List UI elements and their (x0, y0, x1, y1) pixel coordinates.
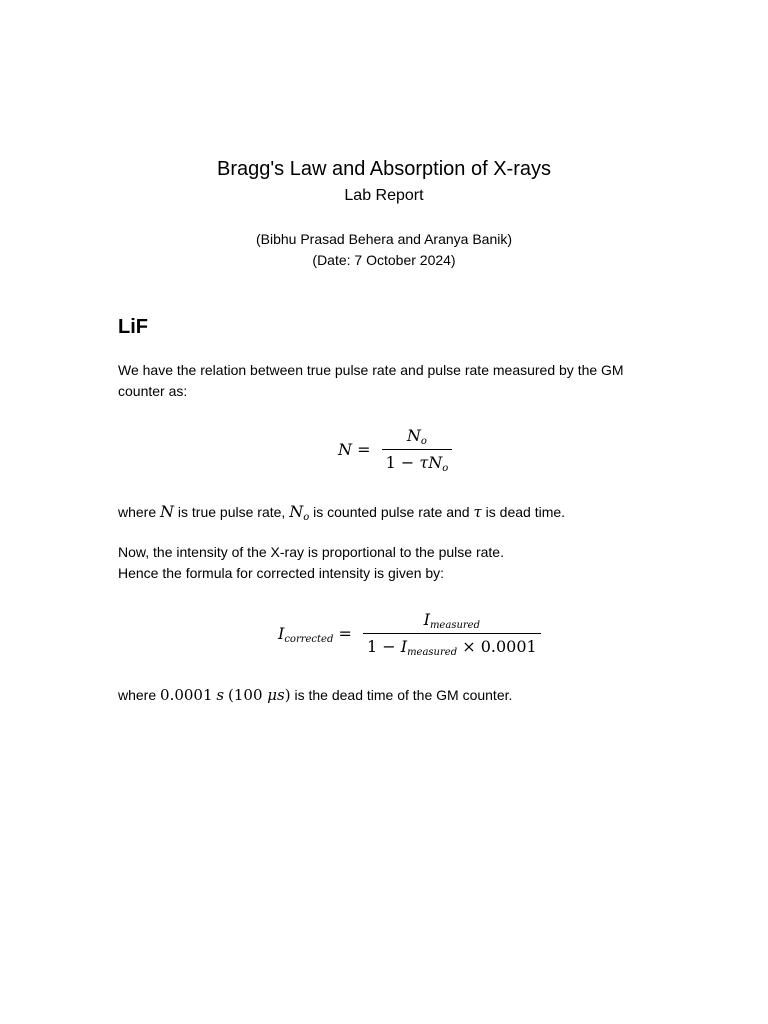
report-subtitle: Lab Report (344, 187, 424, 204)
eq2-lhs: I (278, 624, 285, 643)
equation-dead-time (338, 426, 452, 473)
eq2-equals: = (338, 624, 352, 643)
report-title: Bragg's Law and Absorption of X-rays (216, 158, 551, 180)
dead-time-statement: where 0.0001 s (100 μs) is the dead time of the GM counter. (118, 686, 513, 704)
eq1-lhs: N (338, 440, 352, 459)
section-heading: LiF (118, 316, 148, 338)
eq1-equals: = (357, 440, 371, 459)
intro-paragraph: We have the relation between true pulse rate and pulse rate measured by the GM counter as: (118, 362, 624, 399)
equation-corrected-intensity: $I_{corrected}$ = $\frac{I_{measured}}{1 - I_{measured} \times 0.0001}$ (278, 610, 541, 657)
eq1-fraction (382, 426, 453, 473)
eq2-numerator: $I_{measured}$ (423, 610, 480, 631)
eq2-fraction (363, 610, 541, 657)
intensity-line-2: Hence the formula for corrected intensity is given by: (118, 565, 445, 581)
eq1-denominator: $1 - \tau N_o$ (382, 449, 453, 473)
eq2-denominator: $1 - I_{measured} \times 0.0001$ (363, 633, 541, 657)
eq1-numerator: $N_o$ (406, 426, 427, 447)
report-authors: (Bibhu Prasad Behera and Aranya Banik) (255, 231, 513, 247)
variable-definitions: where N is true pulse rate, $N_o$ is counted pulse rate and τ is dead time. (118, 502, 566, 523)
intensity-line-1: Now, the intensity of the X-ray is proportional to the pulse rate. (118, 544, 504, 560)
report-date: (Date: 7 October 2024) (312, 252, 456, 268)
